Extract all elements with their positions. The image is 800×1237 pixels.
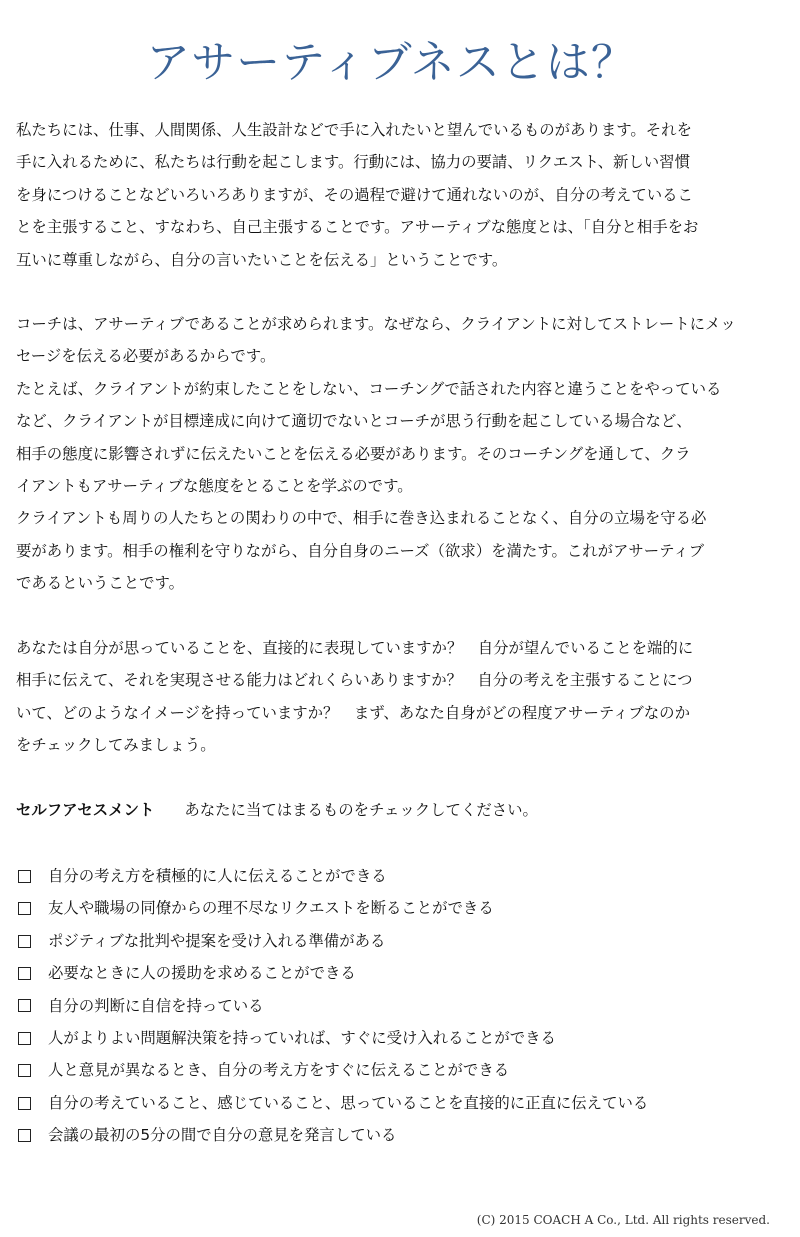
paragraph-line: 要があります。相手の権利を守りながら、自分自身のニーズ（欲求）を満たす。これがアサーティブ (16, 541, 705, 560)
checkbox-icon[interactable] (18, 999, 31, 1012)
checklist-item[interactable] (16, 860, 788, 892)
checklist-item-label: 必要なときに人の援助を求めることができる (48, 964, 356, 983)
checkbox-icon[interactable] (18, 902, 31, 915)
checklist-item-label: 人と意見が異なるとき、自分の考え方をすぐに伝えることができる (48, 1061, 510, 1080)
checklist-item-label: 自分の考えていること、感じていること、思っていることを直接的に正直に伝えている (48, 1093, 649, 1112)
page-title: アサーティブネスとは？ (146, 37, 636, 89)
checklist-item[interactable] (16, 892, 788, 924)
checkbox-icon[interactable] (18, 1032, 31, 1045)
paragraph-line: をチェックしてみましょう。 (16, 736, 216, 755)
checklist-item[interactable] (16, 925, 788, 957)
self-assessment-instruction: あなたに当てはまるものをチェックしてください。 (184, 801, 538, 819)
checklist-item[interactable] (16, 957, 788, 989)
checklist-item-label: 友人や職場の同僚からの理不尽なリクエストを断ることができる (48, 899, 494, 918)
intro-paragraph (16, 114, 788, 276)
checklist-item-label: ポジティブな批判や提案を受け入れる準備がある (48, 931, 386, 950)
checklist-item-label: 会議の最初の5分の間で自分の意見を発言している (48, 1126, 397, 1145)
paragraph-line: であるということです。 (16, 574, 185, 593)
copyright-notice: (C) 2015 COACH A Co., Ltd. All rights reserved. (476, 1213, 770, 1227)
paragraph-line: クライアントも周りの人たちとの関わりの中で、相手に巻き込まれることなく、自分の立場を守る必 (16, 509, 707, 528)
checkbox-icon[interactable] (18, 935, 31, 948)
coach-paragraph (16, 308, 788, 600)
checklist-item[interactable] (16, 990, 788, 1022)
checkbox-icon[interactable] (18, 967, 31, 980)
checklist-item[interactable] (16, 1022, 788, 1054)
checklist-item-label: 自分の考え方を積極的に人に伝えることができる (48, 867, 387, 885)
paragraph-line: いて、どのようなイメージを持っていますか？ まず、あなた自身がどの程度アサーティブなのか (16, 703, 690, 722)
checkbox-icon[interactable] (18, 1129, 31, 1142)
paragraph-line: 手に入れるために、私たちは行動を起こします。行動には、協力の要請、リクエスト、新しい習慣 (16, 153, 690, 172)
self-assessment-heading (16, 794, 788, 826)
paragraph-line: セージを伝える必要があるからです。 (16, 347, 276, 366)
paragraph-line: を身につけることなどいろいろありますが、その過程で避けて通れないのが、自分の考えているこ (16, 185, 693, 204)
paragraph-line: 私たちには、仕事、人間関係、人生設計などで手に入れたいと望んでいるものがあります。それを (16, 121, 692, 139)
checklist-item[interactable] (16, 1119, 788, 1151)
self-assessment-checklist (16, 860, 788, 1152)
paragraph-line: コーチは、アサーティブであることが求められます。なぜなら、クライアントに対してストレートにメッ (16, 315, 736, 333)
checklist-item[interactable] (16, 1087, 788, 1119)
paragraph-line: あなたは自分が思っていることを、直接的に表現していますか？ 自分が望んでいることを端的に (16, 639, 694, 657)
paragraph-line: 互いに尊重しながら、自分の言いたいことを伝える」ということです。 (16, 250, 508, 269)
checklist-item-label: 人がよりよい問題解決策を持っていれば、すぐに受け入れることができる (48, 1029, 556, 1048)
paragraph-line: たとえば、クライアントが約束したことをしない、コーチングで話された内容と違うことをやっている (16, 379, 722, 398)
checklist-item-label: 自分の判断に自信を持っている (48, 996, 264, 1015)
checklist-item[interactable] (16, 1054, 788, 1086)
paragraph-line: イアントもアサーティブな態度をとることを学ぶのです。 (16, 477, 413, 496)
paragraph-line: など、クライアントが目標達成に向けて適切でないとコーチが思う行動を起こしている場合など、 (16, 412, 692, 431)
question-paragraph (16, 632, 788, 762)
checkbox-icon[interactable] (18, 1064, 31, 1077)
paragraph-line: とを主張すること、すなわち、自己主張することです。アサーティブな態度とは、「自分と相手をお (16, 218, 699, 237)
paragraph-line: 相手に伝えて、それを実現させる能力はどれくらいありますか？ 自分の考えを主張することにつ (16, 671, 693, 690)
paragraph-line: 相手の態度に影響されずに伝えたいことを伝える必要があります。そのコーチングを通して、クラ (16, 444, 691, 463)
checkbox-icon[interactable] (18, 1097, 31, 1110)
checkbox-icon[interactable] (18, 870, 31, 883)
self-assessment-label: セルフアセスメント (16, 801, 155, 819)
